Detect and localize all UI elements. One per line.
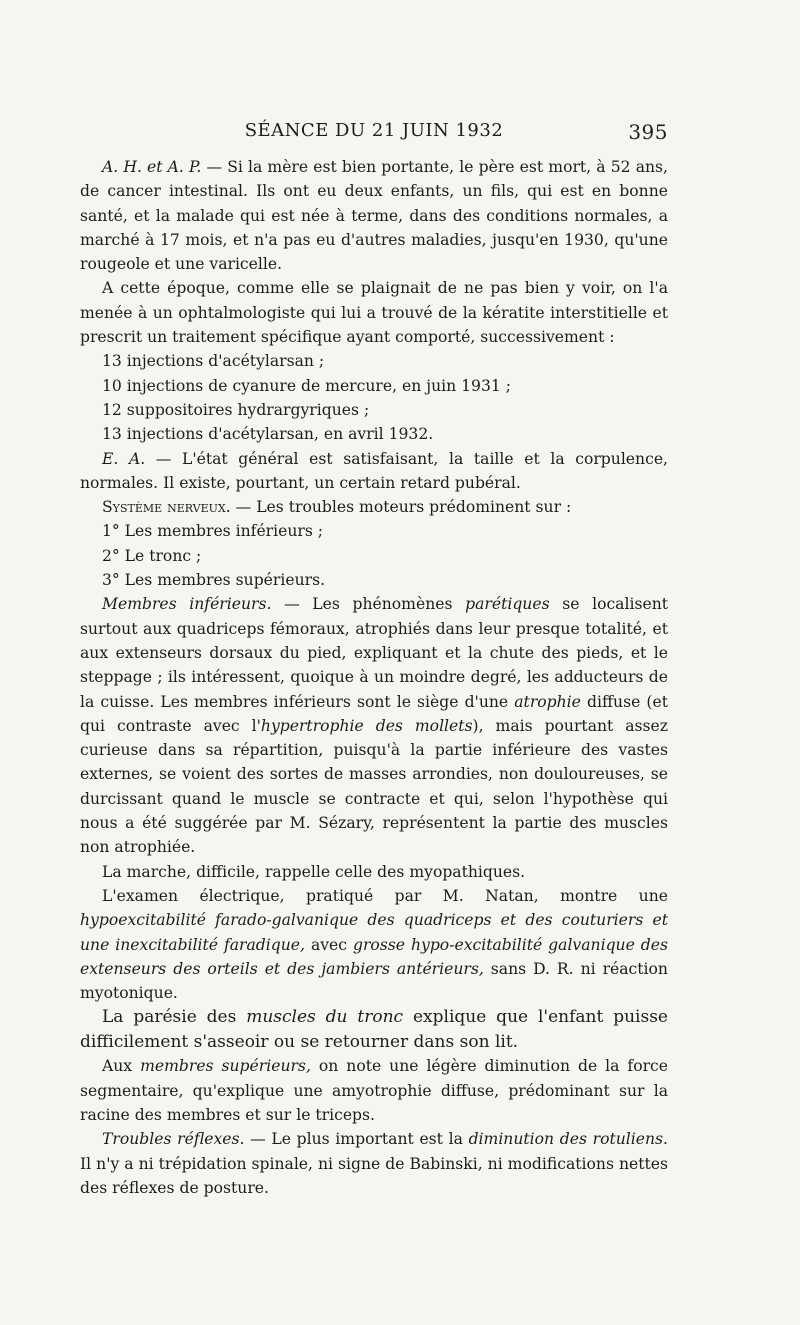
page-header bbox=[80, 120, 668, 144]
paragraph-trunk bbox=[80, 1005, 668, 1054]
paragraph-upper-limbs bbox=[80, 1054, 668, 1127]
text-run: ), mais pourtant assez curieuse dans sa répartition, puisqu'à la partie inférieure des vastes externes, se voient des sortes de masses arrondies, non douloureuses, se durcissant quand le muscle se contracte et qui, selon l'hypothèse qui nous a été suggérée par M. Sézary, représentent la partie des muscles non atrophiée. bbox=[80, 716, 669, 857]
list-item: 13 injections d'acétylarsan, en avril 1932. bbox=[102, 425, 434, 444]
italic-run: hypoexcitabilité farado-galvanique des quadriceps et des couturiers et une inexcitabilité faradique, bbox=[80, 911, 668, 954]
italic-run: muscles du tronc bbox=[246, 1007, 404, 1028]
list-item: 3° Les membres supérieurs. bbox=[102, 571, 326, 590]
paragraph-family-history bbox=[80, 155, 668, 276]
text-run: se localisent surtout aux quadriceps fémoraux, atrophiés dans leur presque totalité, et aux extenseurs dorsaux du pied, expliquant et la chute des pieds, et le steppage ; ils intéressent, quoique à un moindre degré, les adducteurs de la cuisse. Les membres inférieurs sont le siège d'une bbox=[80, 595, 668, 711]
paragraph-text: — L'état général est satisfaisant, la taille et la corpulence, normales. Il existe, pourtant, un certain retard pubéral. bbox=[80, 449, 668, 492]
paragraph-text: — Les troubles moteurs prédominent sur : bbox=[230, 498, 572, 517]
paragraph-nervous-system bbox=[80, 495, 668, 519]
text-run: avec bbox=[305, 935, 353, 954]
text-run: L'examen électrique, pratiqué par M. Natan, montre une bbox=[102, 886, 668, 905]
list-item: 1° Les membres inférieurs ; bbox=[102, 522, 324, 541]
paragraph-gait: La marche, difficile, rappelle celle des myopathiques. bbox=[102, 862, 526, 881]
italic-run: membres supérieurs, bbox=[140, 1057, 311, 1076]
text-run: diffuse (et qui contraste avec l' bbox=[80, 692, 668, 735]
italic-run: grosse hypo-excitabilité galvanique des extenseurs des orteils et des jambiers antérieurs, bbox=[80, 935, 668, 978]
italic-run: atrophie bbox=[514, 692, 581, 711]
section-label: Système nerveux. bbox=[102, 498, 231, 517]
list-item: 10 injections de cyanure de mercure, en juin 1931 ; bbox=[102, 376, 512, 395]
running-title: SÉANCE DU 21 JUIN 1932 bbox=[244, 120, 504, 141]
italic-run: parétiques bbox=[465, 595, 550, 614]
text-run: on note une légère diminution de la force segmentaire, qu'explique une amyotrophie diffuse, prédominant sur la racine des membres et sur le triceps. bbox=[80, 1057, 669, 1124]
paragraph-label: Membres inférieurs. bbox=[102, 595, 272, 614]
paragraph-reflexes bbox=[80, 1127, 668, 1200]
paragraph-label: A. H. et A. P. bbox=[102, 158, 202, 176]
paragraph-label: E. A. bbox=[102, 449, 146, 468]
page-number: 395 bbox=[628, 120, 668, 144]
paragraph-text: — Si la mère est bien portante, le père est mort, à 52 ans, de cancer intestinal. Ils ont eu deux enfants, un fils, qui est en bonne santé, et la malade qui est née à terme, dans des conditions normales, a marché à 17 mois, et n'a pas eu d'autres maladies, jusqu'en 1930, qu'une rougeole et une varicelle. bbox=[80, 158, 668, 274]
paragraph-electrical-exam bbox=[80, 884, 668, 1005]
list-item: 13 injections d'acétylarsan ; bbox=[102, 352, 325, 371]
paragraph-label: Troubles réflexes. bbox=[102, 1130, 245, 1149]
text-run: sans D. R. ni réaction myotonique. bbox=[80, 959, 668, 1003]
list-item: 2° Le tronc ; bbox=[102, 546, 202, 565]
text-run: explique que l'enfant puisse difficilement s'asseoir ou se retourner dans son lit. bbox=[80, 1007, 668, 1052]
list-item: 12 suppositoires hydrargyriques ; bbox=[102, 400, 370, 419]
text-run: — Le plus important est la bbox=[244, 1130, 469, 1149]
paragraph-treatment-intro: A cette époque, comme elle se plaignait de ne pas bien y voir, on l'a menée à un ophtalmologiste qui lui a trouvé de la kératite interstitielle et prescrit un traitement spécifique ayant comporté, successivement : bbox=[80, 279, 668, 347]
italic-run: diminution des rotuliens. bbox=[468, 1130, 668, 1149]
paragraph-lower-limbs bbox=[80, 592, 668, 859]
text-run: Aux bbox=[102, 1057, 141, 1076]
text-run: La parésie des bbox=[102, 1007, 247, 1028]
body-text bbox=[80, 155, 668, 1200]
text-run: — Les phénomènes bbox=[271, 595, 466, 614]
text-run: Il n'y a ni trépidation spinale, ni signe de Babinski, ni modifications nettes des réflexes de posture. bbox=[80, 1154, 668, 1197]
paragraph-general-state bbox=[80, 447, 668, 496]
italic-run: hypertrophie des mollets bbox=[260, 716, 473, 735]
